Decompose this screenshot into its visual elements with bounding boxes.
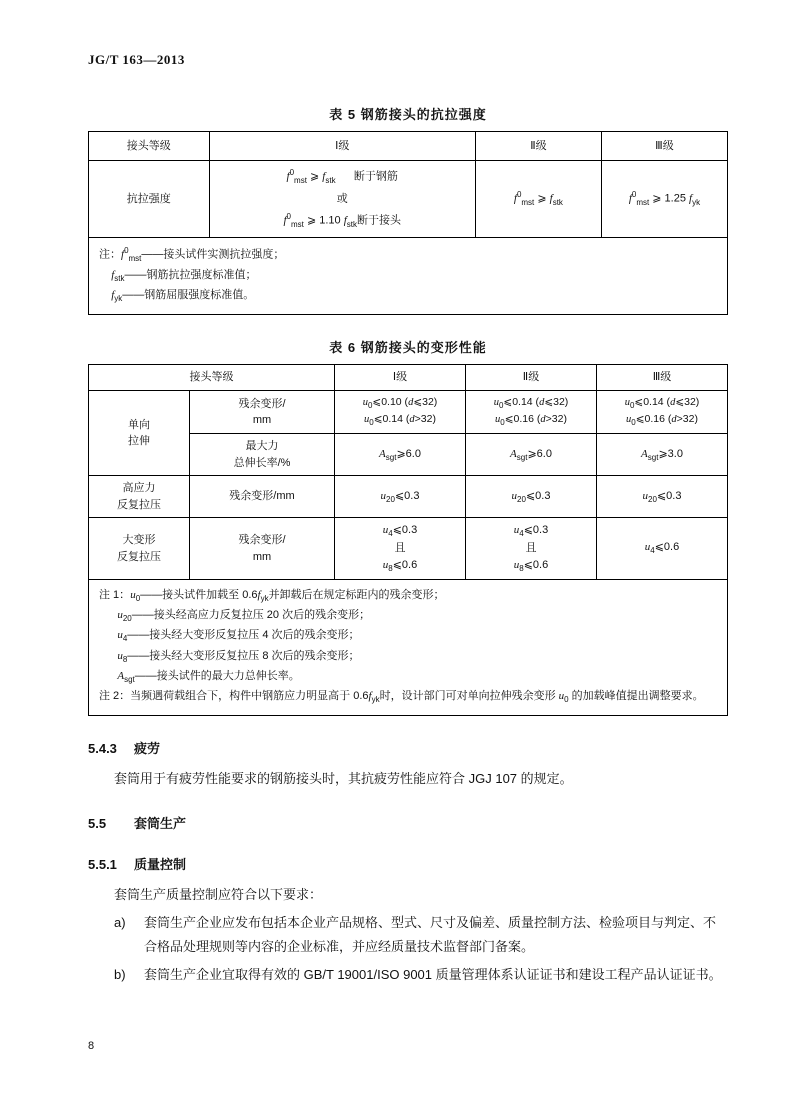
section-heading-543 (88, 738, 728, 757)
page-content (88, 90, 728, 987)
table-row (89, 238, 728, 315)
table5-header-3: Ⅲ级 (601, 132, 727, 161)
table6-cell-r3-III: $u_{20}⩽0.3$ (597, 476, 728, 518)
table5-cell-III: $f^0_{mst}$ ⩾ 1.25 $f_{yk}$ (601, 161, 727, 238)
table5-header-0: 接头等级 (89, 132, 210, 161)
page-number: 8 (88, 1040, 95, 1052)
list-item (88, 963, 728, 987)
table6-cell-r1-III: $u_0⩽0.14$ (d⩽32) $u_0⩽0.16$ (d>32) (597, 390, 728, 433)
table6-cell-r3-I: $u_{20}⩽0.3$ (335, 476, 466, 518)
list-text: 套筒生产企业宜取得有效的 GB/T 19001/ISO 9001 质量管理体系认证证书和建设工程产品认证证书。 (144, 967, 722, 983)
table6 (88, 364, 728, 716)
table-row (89, 518, 728, 580)
table-row (89, 390, 728, 433)
section-heading-55 (88, 813, 728, 832)
table6-cell-r2-I: $A_{sgt}⩾6.0$ (335, 434, 466, 476)
section-title: 疲劳 (134, 741, 161, 757)
list-item (88, 911, 728, 959)
table5-notes: 注：$f^0_{mst}——$接头试件实测抗拉强度； $f_{stk}——$钢筋抗拉强度标准值； $f_{yk}——$钢筋屈服强度标准值。 (89, 238, 728, 315)
section-heading-551 (88, 854, 728, 873)
table6-cell-r1-I: $u_0⩽0.10$ (d⩽32) $u_0⩽0.14$ (d>32) (335, 390, 466, 433)
table6-cell-r2-III: $A_{sgt}⩾3.0$ (597, 434, 728, 476)
table6-group-uniaxial: 单向 拉伸 (89, 390, 190, 475)
table5-cell-I: $f^0_{mst}$ ⩾ $f_{stk}$ 断于钢筋 或 $f^0_{mst}$ ⩾ 1.10 $f_{stk}$断于接头 (209, 161, 475, 238)
table6-group-largedef: 大变形 反复拉压 (89, 518, 190, 580)
section-number: 5.5.1 (88, 857, 117, 873)
list-marker: a) (114, 915, 126, 931)
section-number: 5.5 (88, 816, 107, 832)
table6-group-highstress: 高应力 反复拉压 (89, 476, 190, 518)
table6-cell-r2-II: $A_{sgt}⩾6.0$ (466, 434, 597, 476)
table6-item-residual-3: 残余变形/ mm (190, 518, 335, 580)
table5-header-1: Ⅰ级 (209, 132, 475, 161)
table6-header-1: Ⅰ级 (335, 365, 466, 391)
table6-item-elongation: 最大力 总伸长率/% (190, 434, 335, 476)
paragraph-fatigue: 套筒用于有疲劳性能要求的钢筋接头时，其抗疲劳性能应符合 JGJ 107 的规定。 (114, 771, 573, 787)
section-title: 质量控制 (134, 857, 187, 873)
table6-item-residual-1: 残余变形/ mm (190, 390, 335, 433)
section-number: 5.4.3 (88, 741, 117, 757)
table6-header-3: Ⅲ级 (597, 365, 728, 391)
table6-header-0: 接头等级 (89, 365, 335, 391)
table6-cell-r4-II: $u_4⩽0.3$ 且 $u_8⩽0.6$ (466, 518, 597, 580)
paragraph-quality-intro: 套筒生产质量控制应符合以下要求： (114, 887, 323, 903)
table6-cell-r4-I: $u_4⩽0.3$ 且 $u_8⩽0.6$ (335, 518, 466, 580)
table5-title: 表 5 钢筋接头的抗拉强度 (329, 107, 487, 122)
table6-notes: 注 1：$u_0——$接头试件加载至 $0.6f_{yk}$并卸载后在规定标距内的残余变形； $u_{20}——$接头经高应力反复拉压 20 次后的残余变形； $u_4——$接头经大变形反复拉压 4 次后的残余变形； $u_8——$接头经大变形反复拉压 8 次后的残余变形； $A_{sgt}——$接头试件的最大力总伸长率。 注 2：当频遇荷载组合下，构件中钢筋应力明显高于 $0.6f_{yk}$时，设计部门可对单向拉伸残余变形 $u_0$ 的加载峰值提出调整要求。 (89, 579, 728, 715)
table5-header-2: Ⅱ级 (475, 132, 601, 161)
table-row (89, 161, 728, 238)
table6-title: 表 6 钢筋接头的变形性能 (329, 340, 487, 356)
table6-cell-r3-II: $u_{20}⩽0.3$ (466, 476, 597, 518)
table-row (89, 579, 728, 715)
table-row (89, 365, 728, 391)
table6-cell-r4-III: $u_4⩽0.6$ (597, 518, 728, 580)
page-header: JG/T 163—2013 (88, 52, 185, 67)
table5-cell-II: $f^0_{mst}$ ⩾ $f_{stk}$ (475, 161, 601, 238)
table5 (88, 131, 728, 315)
list-text: 套筒生产企业应发布包括本企业产品规格、型式、尺寸及偏差、质量控制方法、检验项目与判定、不合格品处理规则等内容的企业标准，并应经质量技术监督部门备案。 (144, 915, 717, 955)
table-row (89, 132, 728, 161)
table-row (89, 476, 728, 518)
list-marker: b) (114, 967, 126, 983)
table6-header-2: Ⅱ级 (466, 365, 597, 391)
table5-row-label: 抗拉强度 (89, 161, 210, 238)
section-title: 套筒生产 (134, 816, 187, 832)
table6-item-residual-2: 残余变形/mm (190, 476, 335, 518)
table6-cell-r1-II: $u_0⩽0.14$ (d⩽32) $u_0⩽0.16$ (d>32) (466, 390, 597, 433)
